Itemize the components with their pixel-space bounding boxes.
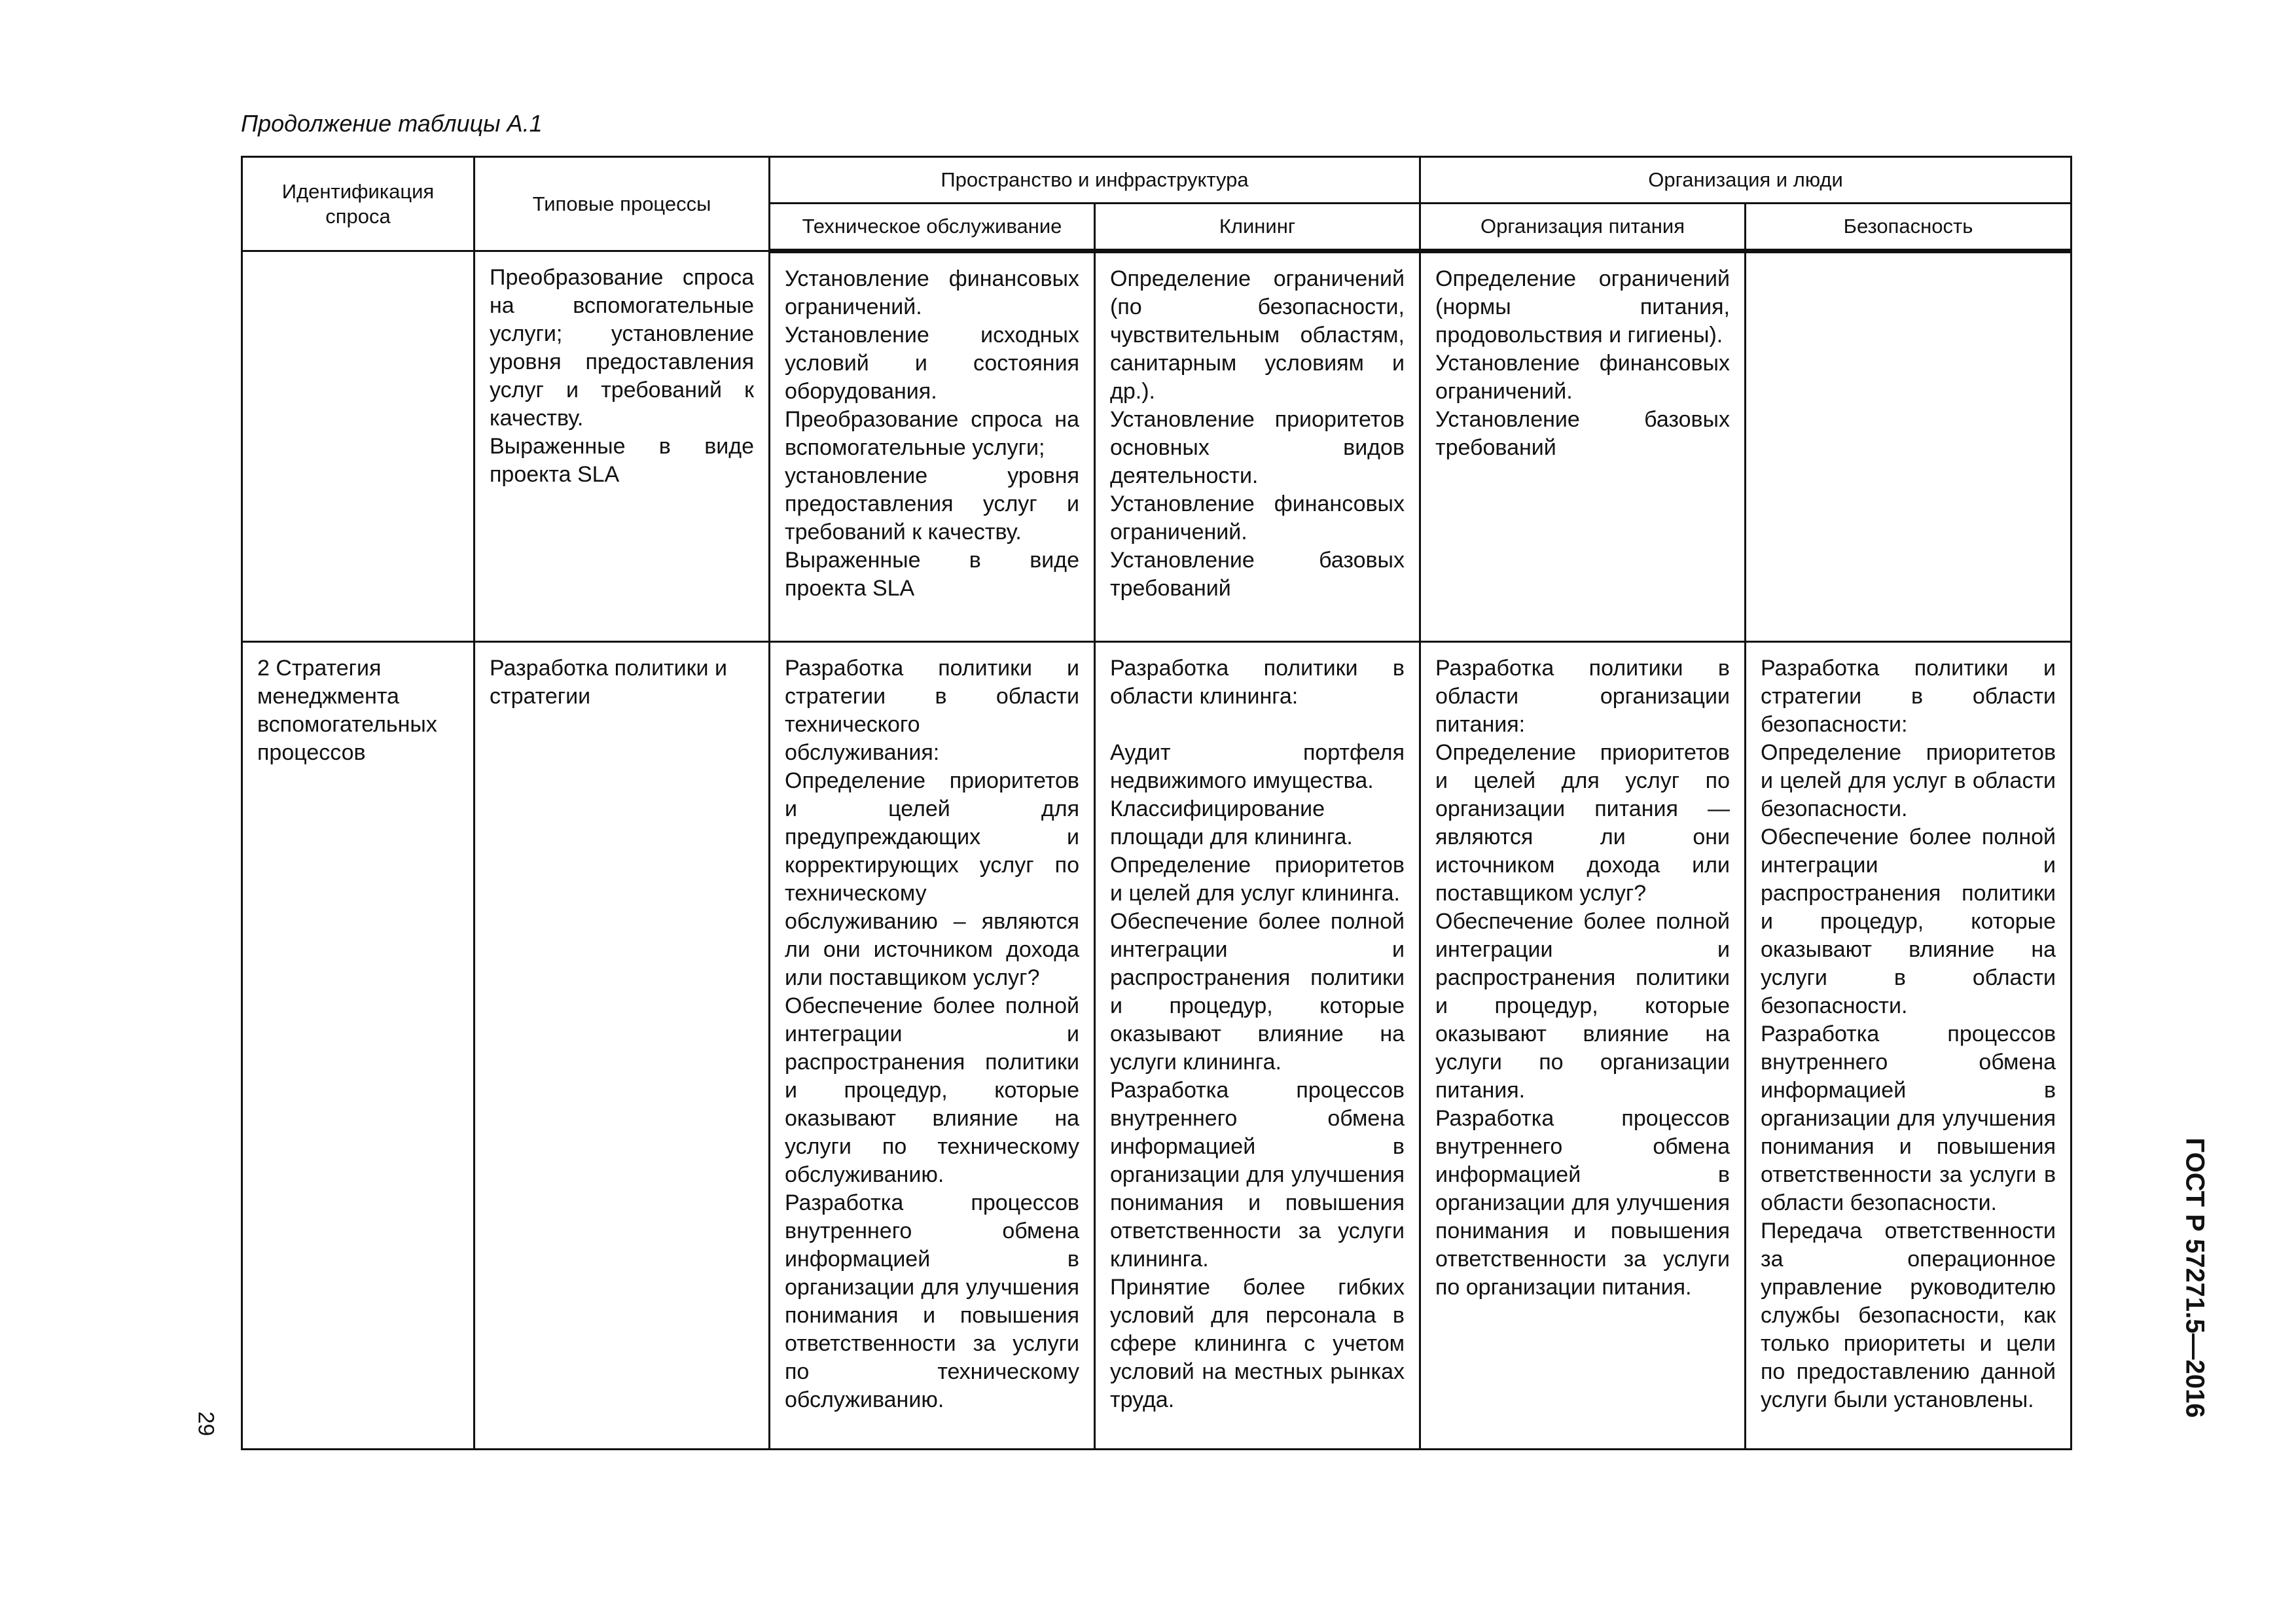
- header-maintenance: Техническое обслуживание: [770, 204, 1095, 251]
- cell-paragraph: Определение приоритетов и целей для предупреждающих и корректирующих услуг по техническому обслуживанию – являются ли они источником дохода или поставщиком услуг?: [785, 768, 1079, 990]
- cell-paragraph: Установление базовых требований: [1110, 548, 1405, 601]
- cell-paragraph: Установление финансовых ограничений.: [1435, 351, 1730, 404]
- cell-cleaning: [1095, 642, 1420, 1450]
- document-code: ГОСТ Р 57271.5—2016: [2180, 1137, 2210, 1418]
- cell-paragraph: Определение приоритетов и целей для услуг по организации питания — являются ли они источником дохода или поставщиком услуг?: [1435, 740, 1730, 906]
- cell-paragraph: Определение приоритетов и целей для услуг клининга.: [1110, 853, 1405, 906]
- header-group-space: Пространство и инфраструктура: [770, 157, 1420, 204]
- table-header-row: [242, 157, 2072, 204]
- cell-paragraph: Разработка политики в области организации питания:: [1435, 656, 1730, 737]
- page-number: 29: [193, 1411, 219, 1436]
- cell-paragraph: Разработка политики и стратегии: [490, 656, 727, 709]
- cell-paragraph: Обеспечение более полной интеграции и распространения политики и процедур, которые оказывают влияние на услуги по техническому обслуживанию.: [785, 993, 1079, 1187]
- cell-paragraph: Обеспечение более полной интеграции и распространения политики и процедур, которые оказывают влияние на услуги клининга.: [1110, 909, 1405, 1075]
- cell-security: [1746, 251, 2072, 642]
- cell-paragraph: Определение ограничений (по безопасности, чувствительным областям, санитарным условиям и др.).: [1110, 266, 1405, 404]
- cell-typical-processes: [475, 642, 770, 1450]
- cell-paragraph: Классифицирование площади для клининга.: [1110, 796, 1353, 849]
- cell-paragraph: Преобразование спроса на вспомогательные услуги;: [785, 407, 1079, 460]
- cell-paragraph: Разработка политики и стратегии в области технического обслуживания:: [785, 656, 1079, 765]
- cell-cleaning: [1095, 251, 1420, 642]
- cell-paragraph: Разработка процессов внутреннего обмена информацией в организации для улучшения понимания и повышения ответственности за услуги в области безопасности.: [1761, 1022, 2056, 1215]
- header-group-org: Организация и люди: [1420, 157, 2072, 204]
- header-demand-id: Идентификация спроса: [242, 157, 475, 251]
- table-caption: Продолжение таблицы А.1: [241, 110, 543, 137]
- table-row: [242, 642, 2072, 1450]
- cell-maintenance: [770, 251, 1095, 642]
- cell-paragraph: Преобразование спроса на вспомогательные услуги; установление уровня предоставления услуг и требований к качеству.: [490, 265, 754, 431]
- header-catering: Организация питания: [1420, 204, 1746, 251]
- cell-paragraph: Обеспечение более полной интеграции и распространения политики и процедур, которые оказывают влияние на услуги в области безопасности.: [1761, 825, 2056, 1018]
- cell-paragraph: Установление базовых требований: [1435, 407, 1730, 460]
- cell-paragraph: Установление финансовых ограничений.: [785, 266, 1079, 319]
- header-security: Безопасность: [1746, 204, 2072, 251]
- cell-demand-id: 2 Стратегия менеджмента вспомогательных процессов: [242, 642, 475, 1450]
- cell-catering: [1420, 642, 1746, 1450]
- cell-maintenance: [770, 642, 1095, 1450]
- cell-paragraph: Установление финансовых ограничений.: [1110, 491, 1405, 544]
- cell-paragraph: Обеспечение более полной интеграции и распространения политики и процедур, которые оказывают влияние на услуги по организации питания.: [1435, 909, 1730, 1103]
- cell-security: [1746, 642, 2072, 1450]
- cell-paragraph: Определение приоритетов и целей для услуг в области безопасности.: [1761, 740, 2056, 821]
- cell-paragraph: Определение ограничений (нормы питания, продовольствия и гигиены).: [1435, 266, 1730, 348]
- cell-paragraph: Разработка политики и стратегии в области безопасности:: [1761, 656, 2056, 737]
- cell-paragraph: Разработка политики в области клининга:: [1110, 656, 1405, 709]
- cell-paragraph: установление уровня предоставления услуг и требований к качеству.: [785, 463, 1079, 544]
- cell-paragraph: Выраженные в виде проекта SLA: [785, 548, 1079, 601]
- cell-paragraph: Выраженные в виде проекта SLA: [490, 434, 754, 487]
- cell-paragraph: Разработка процессов внутреннего обмена информацией в организации для улучшения понимания и повышения ответственности за услуги по организации питания.: [1435, 1106, 1730, 1300]
- cell-catering: [1420, 251, 1746, 642]
- cell-paragraph: Установление приоритетов основных видов деятельности.: [1110, 407, 1405, 488]
- header-cleaning: Клининг: [1095, 204, 1420, 251]
- table-row: [242, 251, 2072, 642]
- cell-paragraph: [1110, 711, 1405, 739]
- cell-paragraph: Установление исходных условий и состояния оборудования.: [785, 323, 1079, 404]
- cell-paragraph: Принятие более гибких условий для персонала в сфере клининга с учетом условий на местных рынках труда.: [1110, 1275, 1405, 1412]
- requirements-table: [241, 156, 2072, 1450]
- cell-paragraph: Передача ответственности за операционное управление руководителю службы безопасности, как только приоритеты и цели по предоставлению данной услуги были установлены.: [1761, 1219, 2056, 1412]
- header-typical-processes: Типовые процессы: [475, 157, 770, 251]
- cell-paragraph: Аудит портфеля недвижимого имущества.: [1110, 740, 1405, 793]
- cell-demand-id: [242, 251, 475, 642]
- cell-typical-processes: [475, 251, 770, 642]
- cell-paragraph: Разработка процессов внутреннего обмена информацией в организации для улучшения понимания и повышения ответственности за услуги клининга.: [1110, 1078, 1405, 1272]
- cell-paragraph: Разработка процессов внутреннего обмена информацией в организации для улучшения понимания и повышения ответственности за услуги по техническому обслуживанию.: [785, 1190, 1079, 1412]
